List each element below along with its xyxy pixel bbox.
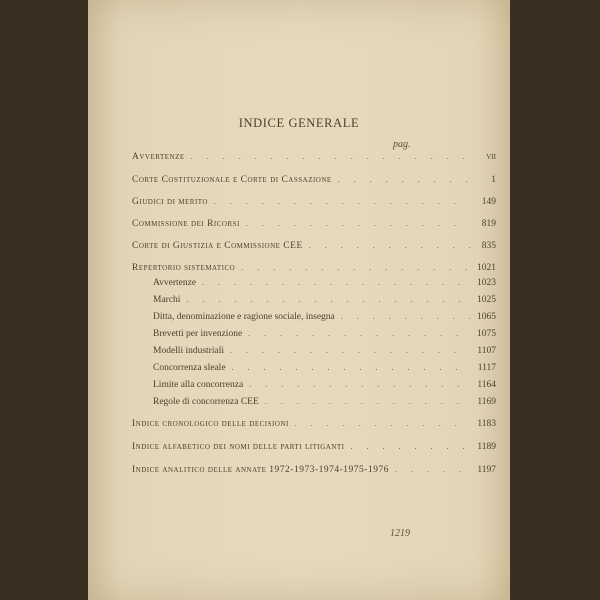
toc-entry-page: 1164 (477, 380, 496, 390)
toc-entry (132, 197, 496, 211)
toc-entry-page: 1183 (477, 419, 496, 429)
leader-dots (344, 442, 470, 451)
page-number: 1219 (390, 528, 410, 539)
toc-entry-page: 1107 (477, 346, 496, 356)
toc-entry-page: 149 (481, 197, 496, 207)
toc-subentry (153, 278, 496, 292)
toc-entry-page: 1021 (477, 263, 496, 273)
toc-subentry (153, 346, 496, 360)
toc-entry-label: Giudici di merito (132, 197, 208, 207)
toc-entry (132, 175, 496, 189)
toc-entry-page: 1197 (477, 465, 496, 475)
toc-entry-label: Corte Costituzionale e Corte di Cassazione (132, 175, 332, 185)
toc-entry (132, 219, 496, 233)
leader-dots (240, 219, 470, 228)
toc-entry-page: 1117 (477, 363, 496, 373)
leader-dots (389, 465, 470, 474)
toc-subentry (153, 380, 496, 394)
toc-entry-label: Ditta, denominazione e ragione sociale, insegna (153, 312, 335, 322)
leader-dots (208, 197, 470, 206)
leader-dots (289, 419, 470, 428)
toc-subentry (153, 312, 496, 326)
toc-entry (132, 419, 496, 433)
page-title: INDICE GENERALE (238, 116, 360, 130)
toc-subentry (153, 329, 496, 343)
page-column-label: pag. (393, 139, 411, 150)
toc-entry-page: 1 (491, 175, 496, 185)
toc-entry (132, 465, 496, 479)
toc-entry (132, 241, 496, 255)
leader-dots (185, 152, 470, 161)
leader-dots (196, 278, 470, 287)
toc-entry-page: vii (486, 152, 496, 162)
toc-entry-label: Brevetti per invenzione (153, 329, 243, 339)
leader-dots (259, 397, 470, 406)
toc-entry-label: Regole di concorrenza CEE (153, 397, 259, 407)
leader-dots (226, 363, 470, 372)
leader-dots (243, 380, 470, 389)
toc-entry-page: 1023 (477, 278, 496, 288)
toc-entry-label: Concorrenza sleale (153, 363, 226, 373)
toc-entry-label: Avvertenze (153, 278, 197, 288)
toc-entry-label: Indice analitico delle annate 1972-1973-1974-1975-1976 (132, 465, 389, 475)
toc-entry-label: Modelli industriali (153, 346, 224, 356)
toc-entry-label: Repertorio sistematico (132, 263, 236, 273)
toc-entry-page: 1075 (477, 329, 496, 339)
toc-entry-label: Limite alla concorrenza (153, 380, 244, 390)
toc-entry (132, 152, 496, 166)
toc-entry-label: Indice cronologico delle decisioni (132, 419, 289, 429)
leader-dots (335, 312, 470, 321)
toc-entry-page: 819 (481, 219, 496, 229)
toc-subentry (153, 363, 496, 377)
toc-entry-page: 1189 (477, 442, 496, 452)
toc-subentry (153, 295, 496, 309)
toc-entry-label: Indice alfabetico dei nomi delle parti litiganti (132, 442, 345, 452)
toc-entry (132, 442, 496, 456)
toc-entry-page: 1169 (477, 397, 496, 407)
leader-dots (235, 263, 470, 272)
toc-entry-label: Corte di Giustizia e Commissione CEE (132, 241, 303, 251)
toc-entry (132, 263, 496, 277)
leader-dots (332, 175, 470, 184)
toc-entry-page: 835 (481, 241, 496, 251)
toc-entry-label: Commissione dei Ricorsi (132, 219, 240, 229)
book-page (88, 0, 510, 600)
toc-entry-label: Marchi (153, 295, 181, 305)
leader-dots (303, 241, 470, 250)
toc-entry-page: 1065 (477, 312, 496, 322)
toc-entry-label: Avvertenze (132, 152, 185, 162)
toc-entry-page: 1025 (477, 295, 496, 305)
leader-dots (224, 346, 470, 355)
leader-dots (242, 329, 470, 338)
leader-dots (180, 295, 470, 304)
toc-subentry (153, 397, 496, 411)
